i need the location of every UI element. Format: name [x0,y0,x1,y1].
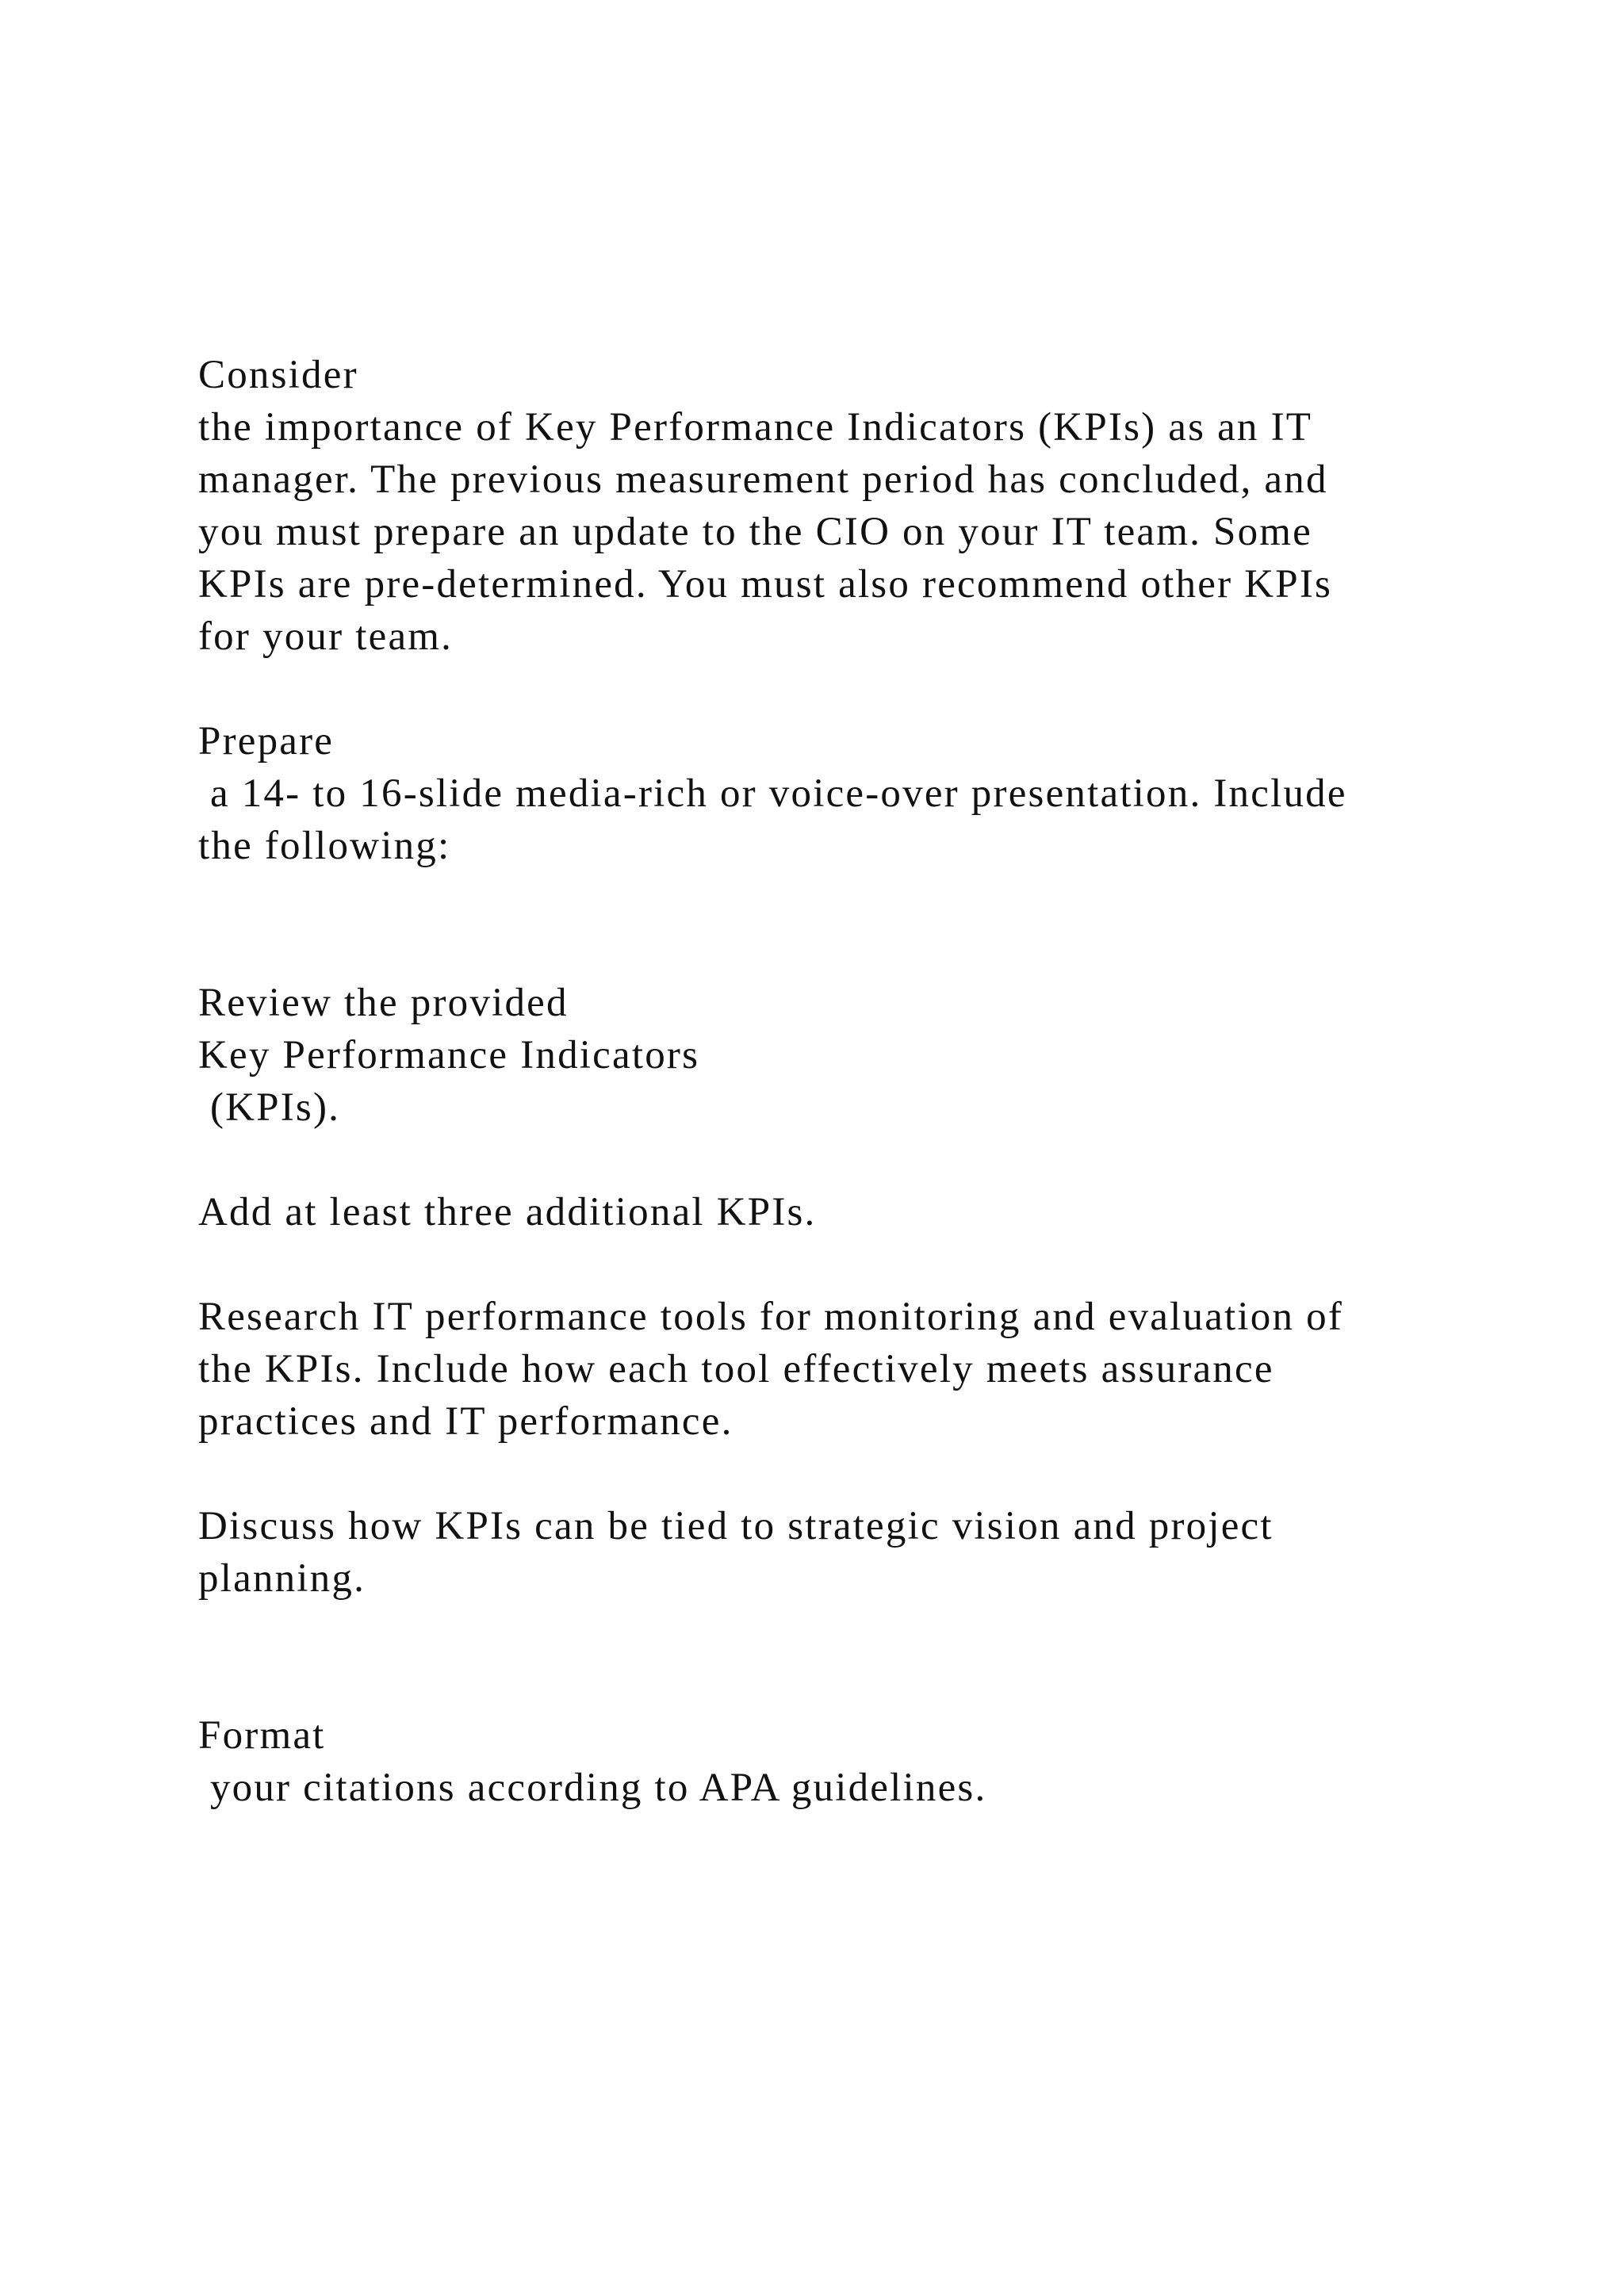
text-line: the KPIs. Include how each tool effectively meets assurance [198,1347,1274,1391]
text-line: (KPIs). [198,1085,341,1130]
document-body [198,349,1530,1814]
paragraph-consider [198,349,1530,663]
spacer [198,872,1530,924]
paragraph-discuss [198,1500,1530,1605]
spacer [198,1134,1530,1186]
paragraph-add-kpis [198,1186,1530,1238]
paragraph-research-tools [198,1291,1530,1448]
text-line: your citations according to APA guidelines. [198,1766,987,1810]
text-line: a 14- to 16-slide media-rich or voice-over presentation. Include [198,771,1347,816]
spacer [198,1657,1530,1709]
text-line: Research IT performance tools for monitoring and evaluation of [198,1295,1344,1339]
text-line: Format [198,1713,326,1758]
text-line: Review the provided [198,981,569,1025]
text-line: for your team. [198,614,454,659]
text-line: Consider [198,353,358,397]
paragraph-format [198,1709,1530,1814]
text-line: the following: [198,824,451,868]
text-line: the importance of Key Performance Indicators (KPIs) as an IT [198,405,1313,450]
text-line: you must prepare an update to the CIO on your IT team. Some [198,510,1312,554]
paragraph-review-kpis [198,977,1530,1134]
text-line: planning. [198,1556,366,1601]
text-line: Prepare [198,719,335,763]
spacer [198,1238,1530,1291]
text-line: manager. The previous measurement period has concluded, and [198,457,1328,502]
text-line: KPIs are pre-determined. You must also recommend other KPIs [198,562,1333,607]
text-line: practices and IT performance. [198,1399,733,1444]
text-line: Key Performance Indicators [198,1033,700,1077]
spacer [198,1605,1530,1657]
spacer [198,1448,1530,1500]
spacer [198,924,1530,977]
spacer [198,663,1530,715]
paragraph-prepare [198,715,1530,872]
text-line: Add at least three additional KPIs. [198,1190,817,1234]
text-line: Discuss how KPIs can be tied to strategic vision and project [198,1504,1274,1548]
